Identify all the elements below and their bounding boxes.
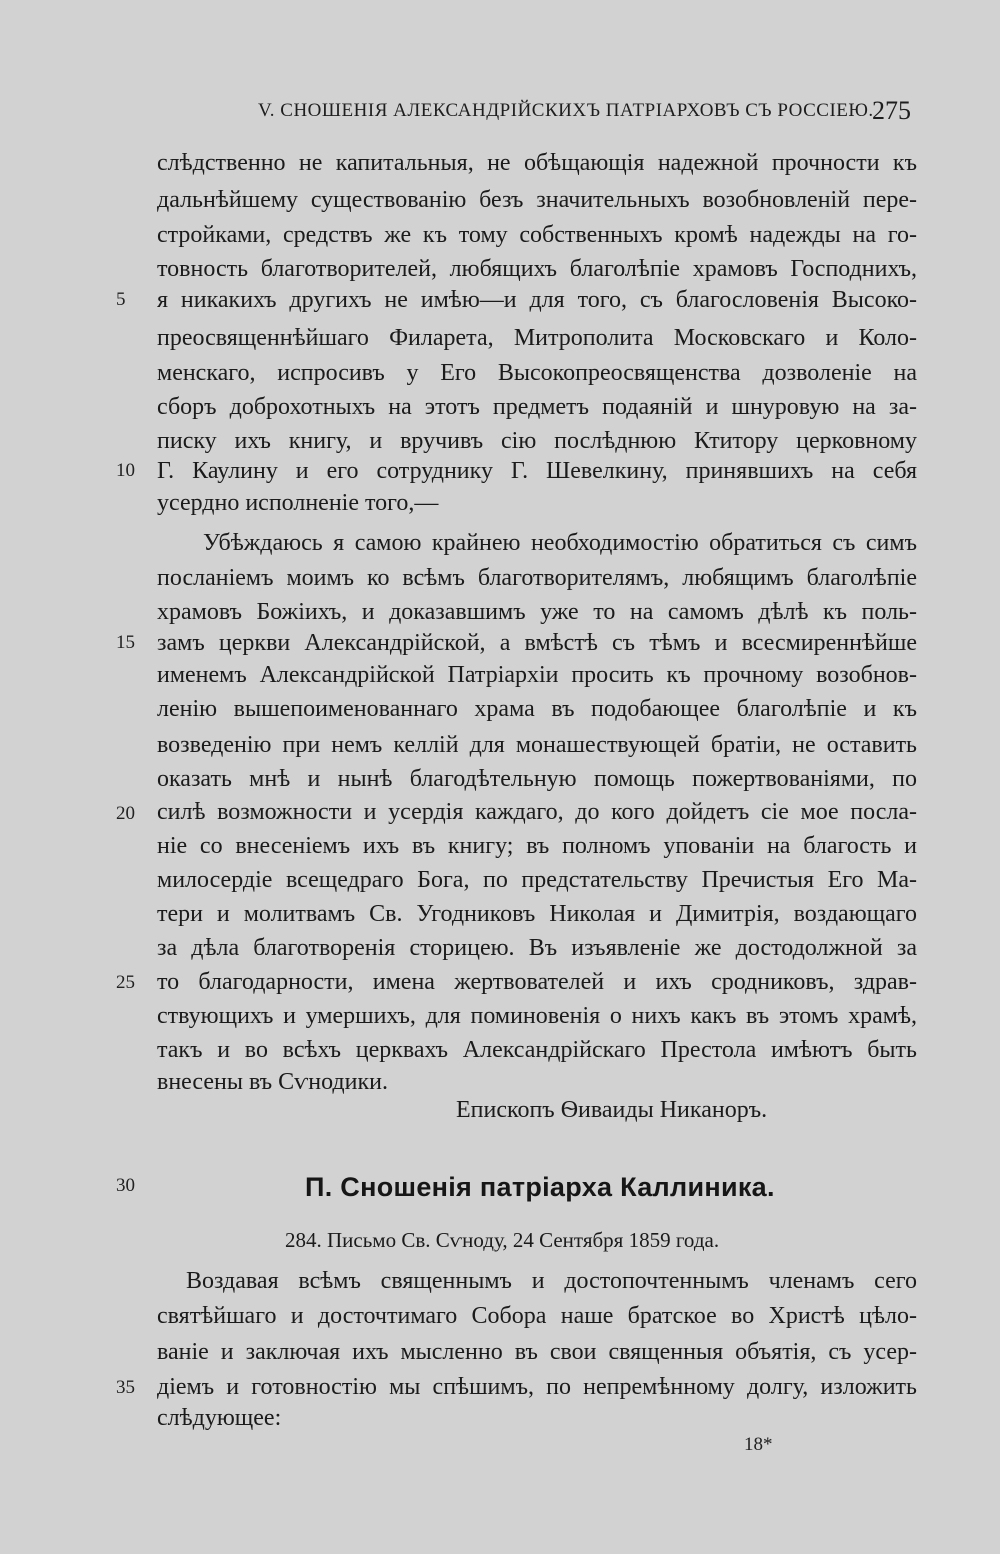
signature: Епископъ Ѳиваиды Никаноръ. xyxy=(456,1097,768,1123)
text-line: діемъ и готовностію мы спѣшимъ, по непремѣнному долгу, изложить xyxy=(157,1374,917,1400)
text-line: именемъ Александрійской Патріархіи просить къ прочному возобнов- xyxy=(157,662,917,688)
text-line: такъ и во всѣхъ церквахъ Александрійскаго Престола имѣютъ быть xyxy=(157,1037,917,1063)
line-number: 30 xyxy=(116,1175,135,1196)
text-line: Г. Каулину и его сотруднику Г. Шевелкину, принявшихъ на себя xyxy=(157,458,917,484)
line-number: 20 xyxy=(116,803,135,824)
line-number: 5 xyxy=(116,289,126,310)
text-line: преосвященнѣйшаго Филарета, Митрополита Московскаго и Коло- xyxy=(157,325,917,351)
text-line: я никакихъ другихъ не имѣю—и для того, съ благословенія Высоко- xyxy=(157,287,917,313)
text-line: дальнѣйшему существованію безъ значительныхъ возобновленій пере- xyxy=(157,187,917,213)
section-heading-text: П. Сношенія патріарха Каллиника. xyxy=(305,1172,775,1202)
text-line: сборъ доброхотныхъ на этотъ предметъ подаяній и шнуровую на за- xyxy=(157,394,917,420)
text-line: стройками, средствъ же къ тому собственныхъ кромѣ надежды на го- xyxy=(157,222,917,248)
line-number: 15 xyxy=(116,632,135,653)
page-number: 275 xyxy=(872,96,911,125)
running-title: V. СНОШЕНІЯ АЛЕКСАНДРІЙСКИХЪ ПАТРІАРХОВЪ СЪ РОССІЕЮ. xyxy=(258,100,874,121)
letter-heading: 284. Письмо Св. Сѵноду, 24 Сентября 1859 года. xyxy=(285,1228,720,1252)
text-line: ленію вышепоименованнаго храма въ подобающее благолѣпіе и къ xyxy=(157,696,917,722)
paragraph-first-line: Воздавая всѣмъ священнымъ и достопочтеннымъ членамъ сего xyxy=(186,1268,917,1294)
text-line: замъ церкви Александрійской, а вмѣстѣ съ тѣмъ и всесмиреннѣйше xyxy=(157,630,917,656)
text-line: силѣ возможности и усердія каждаго, до кого дойдетъ сіе мое посла- xyxy=(157,799,917,825)
line-number: 10 xyxy=(116,460,135,481)
signature-mark: 18* xyxy=(744,1434,773,1455)
line-number: 25 xyxy=(116,972,135,993)
text-line: святѣйшаго и досточтимаго Собора наше братское во Христѣ цѣло- xyxy=(157,1303,917,1329)
text-line: слѣдующее: xyxy=(157,1405,282,1431)
text-line: ніе со внесеніемъ ихъ въ книгу; въ полномъ упованіи на благость и xyxy=(157,833,917,859)
text-line: за дѣла благотворенія сторицею. Въ изъявленіе же достодолжной за xyxy=(157,935,917,961)
text-line: ваніе и заключая ихъ мысленно въ свои священныя объятія, съ усер- xyxy=(157,1339,917,1365)
text-line: то благодарности, имена жертвователей и ихъ сродниковъ, здрав- xyxy=(157,969,917,995)
text-line: писку ихъ книгу, и вручивъ сію послѣднюю Ктитору церковному xyxy=(157,428,917,454)
text-line: храмовъ Божіихъ, и доказавшимъ уже то на самомъ дѣлѣ къ поль- xyxy=(157,599,917,625)
text-line: усердно исполненіе того,— xyxy=(157,490,439,516)
text-line: тери и молитвамъ Св. Угодниковъ Николая и Димитрія, воздающаго xyxy=(157,901,917,927)
text-line: возведенію при немъ келлій для монашествующей братіи, не оставить xyxy=(157,732,917,758)
text-line: внесены въ Сѵнодики. xyxy=(157,1069,388,1095)
text-line: менскаго, испросивъ у Его Высокопреосвященства дозволеніе на xyxy=(157,360,917,386)
text-line: товность благотворителей, любящихъ благолѣпіе храмовъ Господнихъ, xyxy=(157,256,917,282)
text-line: ствующихъ и умершихъ, для поминовенія о нихъ какъ въ этомъ храмѣ, xyxy=(157,1003,917,1029)
paragraph-first-line: Убѣждаюсь я самою крайнею необходимостію обратиться съ симъ xyxy=(203,530,917,556)
line-number: 35 xyxy=(116,1377,135,1398)
text-line: оказать мнѣ и нынѣ благодѣтельную помощь пожертвованіями, по xyxy=(157,766,917,792)
text-line: посланіемъ моимъ ко всѣмъ благотворителямъ, любящимъ благолѣпіе xyxy=(157,565,917,591)
running-head xyxy=(0,96,1000,130)
text-line: слѣдственно не капитальныя, не обѣщающія надежной прочности къ xyxy=(157,150,917,176)
text-line: милосердіе всещедраго Бога, по предстательству Пречистыя Его Ма- xyxy=(157,867,917,893)
